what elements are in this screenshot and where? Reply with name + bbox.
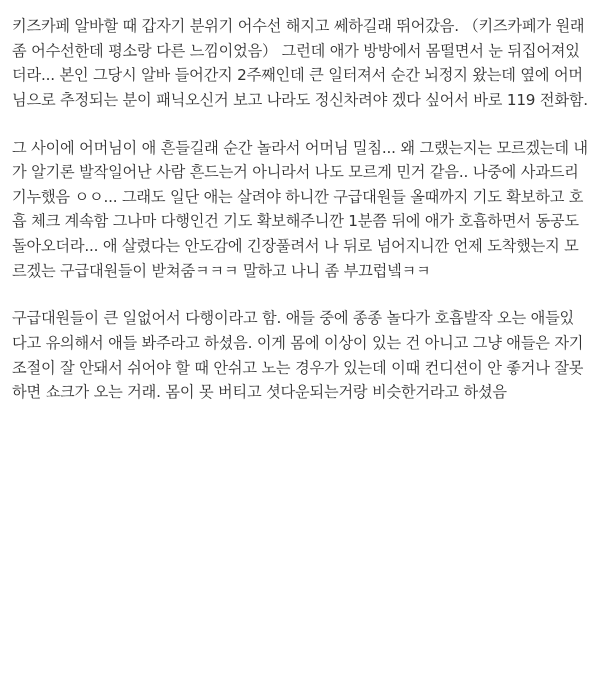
paragraph-2: 그 사이에 어머님이 애 흔들길래 순간 놀라서 어머님 밀침... 왜 그랬는지는 모르겠는데 내가 알기론 발작일어난 사람 흔드는거 아니라서 나도 모르게 민거 같음.. 나중에 사과드리기누했음 ㅇㅇ... 그래도 일단 애는 살려야 하니깐 구급대원들 올때까지 기도 확보하고 호흡 체크 계속함 그나마 다행인건 기도 확보해주니깐 1분쯤 뒤에 애가 호흡하면서 동공도 돌아오더라... 애 살렸다는 안도감에 긴장풀려서 나 뒤로 넘어지니깐 언제 도착했는지 모르겠는 구급대원들이 받쳐줌ㅋㅋㅋ 말하고 나니 좀 부끄럽넼ㅋㅋ (12, 138, 588, 280)
paragraph-3: 구급대원들이 큰 일없어서 다행이라고 함. 애들 중에 종종 놀다가 호흡발작 오는 애들있다고 유의해서 애들 봐주라고 하셨음. 이게 몸에 이상이 있는 건 아니고 그냥 애들은 자기조절이 잘 안돼서 쉬어야 할 때 안쉬고 노는 경우가 있는데 이때 컨디션이 안 좋거나 잘못하면 쇼크가 오는 거래. 몸이 못 버티고 셧다운되는거랑 비슷한거라고 하셨음 (12, 309, 584, 402)
paragraph-1: 키즈카페 알바할 때 갑자기 분위기 어수선 해지고 쎄하길래 뛰어갔음. （키즈카페가 원래 좀 어수선한데 평소랑 다른 느낌이었음） 그런데 애가 방방에서 몸떨면서 눈 뒤집어져있더라... 본인 그당시 알바 들어간지 2주째인데 큰 일터져서 순간 뇌정지 왔는데 옆에 어머님으로 추정되는 분이 패닉오신거 보고 나라도 정신차려야 겠다 싶어서 바로 119 전화함. (12, 17, 590, 109)
paragraph-spacer (12, 283, 588, 306)
paragraph-spacer (12, 113, 588, 136)
